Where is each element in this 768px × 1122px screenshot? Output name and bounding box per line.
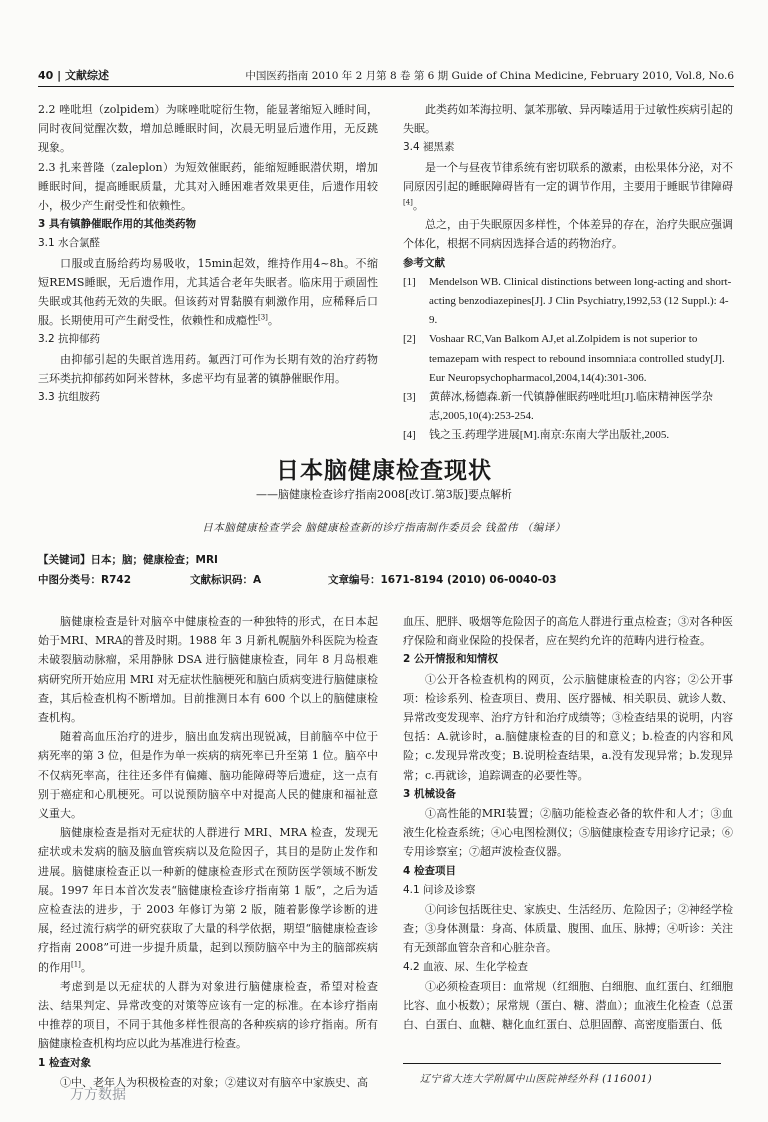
- paragraph: 2.3 扎来普隆（zaleplon）为短效催眠药，能缩短睡眠潜伏期，增加睡眠时间，提高睡眠质量，尤其对入睡困难者效果更佳，后遗作用较小，极少产生耐受性和依赖性。: [38, 160, 378, 213]
- clc-number: 中图分类号：R742: [38, 574, 132, 586]
- author-affiliation: 辽宁省大连大学附属中山医院神经外科 (116001): [420, 1074, 653, 1085]
- subsection-heading: 4.1 问诊及诊察: [403, 883, 476, 896]
- reference-item: [2] Voshaar RC,Van Balkom AJ,et al.Zolpidem is not superior to temazepam with respect to rebound insomnia:a controlled study[J]. Eur Neuropsychopharmacol,2004,14(4):301-306.: [403, 333, 725, 384]
- citation: [4]: [403, 198, 413, 207]
- paragraph: 考虑到是以无症状的人群为对象进行脑健康检查，希望对检查法、结果判定、异常改变的对策等应该有一定的标准。在本诊疗指南中推荐的项目，不同于其他多样性很高的各种疾病的诊疗指南。所有脑健康检查机构均应以此为基准进行检查。: [38, 979, 378, 1051]
- section-heading: 4 检查项目: [403, 864, 456, 877]
- article-right-column: [403, 612, 733, 1034]
- paragraph: ①中、老年人为积极检查的对象；②建议对有脑卒中家族史、高: [60, 1075, 368, 1089]
- paragraph: 脑健康检查是指对无症状的人群进行 MRI、MRA 检查，发现无症状或未发病的脑及脑血管疾病以及危险因子，其目的是防止发作和进展。脑健康检查正以一种新的健康检查形式在预防医学领域不断发展。1997 年日本首次发表“脑健康检查诊疗指南第 1 版”，之后为适应检查法的进步，于 2003 年修订为第 2 版，随着影像学诊断的进展，经过流行病学的研究获取了大量的科学依据，期望“脑健康检查诊疗指南 2008”可进一步提升质量，起到以预防脑卒中为主的脑部疾病的作用[1]。: [38, 826, 378, 974]
- section-name: 文献综述: [65, 69, 109, 82]
- paragraph: 随着高血压治疗的进步，脑出血发病出现锐减，目前脑卒中位于病死率的第 3 位，但是作为单一疾病的病死率已升至第 1 位。脑卒中不仅病死率高，往往还多伴有偏瘫、脑功能障碍等后遗症，这一点有别于癌症和心肌梗死。可以说预防脑卒中对提高人民的健康和福祉意义重大。: [38, 730, 378, 821]
- reference-item: [1] Mendelson WB. Clinical distinctions between long-acting and short-acting benzodiazepines[J]. J Clin Psychiatry,1992,53 (12 Suppl.): 4-9.: [403, 275, 732, 327]
- reference-item: [3] 黄薛冰,杨德森.新一代镇静催眠药唑吡坦[J].临床精神医学杂志,2005,10(4):253-254.: [403, 391, 713, 423]
- article-title: 日本脑健康检查现状: [276, 458, 492, 484]
- paragraph: 是一个与昼夜节律系统有密切联系的激素，由松果体分泌，对不同原因引起的睡眠障碍皆有一定的调节作用，主要用于睡眠节律障碍[4]。: [403, 160, 733, 213]
- keywords: 【关键词】日本；脑；健康检查；MRI: [38, 554, 218, 566]
- citation: [1]: [71, 960, 81, 968]
- page-number-section: 40 | 文献综述: [38, 69, 109, 82]
- section-heading: 1 检查对象: [38, 1056, 91, 1069]
- paragraph: 由抑郁引起的失眠首选用药。氟西汀可作为长期有效的治疗药物三环类抗抑郁药如阿米替林，多虑平均有显著的镇静催眠作用。: [38, 352, 378, 385]
- paragraph: ①问诊包括既往史、家族史、生活经历、危险因子；②神经学检查；③身体测量：身高、体质量、腹围、血压、脉搏；④听诊：关注有无颈部血管杂音和心脏杂音。: [403, 903, 733, 955]
- page-header: [38, 68, 734, 87]
- citation: [3]: [258, 313, 268, 322]
- paragraph: ①必须检查项目：血常规（红细胞、白细胞、血红蛋白、红细胞比容、血小板数）；尿常规（蛋白、糖、潜血）；血液生化检查（总蛋白、白蛋白、血糖、糖化血红蛋白、总胆固醇、高密度脂蛋白、低: [403, 979, 733, 1032]
- section-heading: 2 公开情报和知情权: [403, 653, 498, 666]
- journal-info: 中国医药指南 2010 年 2 月第 8 卷 第 6 期 Guide of China Medicine, February 2010, Vol.8, No.6: [245, 70, 734, 82]
- paragraph: 总之，由于失眠原因多样性，个体差异的存在，治疗失眠应强调个体化，根据不同病因选择合适的药物治疗。: [403, 218, 733, 251]
- section-heading: 3 机械设备: [403, 787, 456, 800]
- paragraph: 2.2 唑吡坦（zolpidem）为咪唑吡啶衍生物，能显著缩短入睡时间，同时夜间觉醒次数，增加总睡眠时间，次晨无明显后遗作用，无反跳现象。: [38, 103, 378, 155]
- paragraph: ①高性能的MRI装置；②脑功能检查必备的软件和人才；③血液生化检查系统；④心电图检测仪；⑤脑健康检查专用诊疗记录；⑥专用诊察室；⑦超声波检查仪器。: [403, 807, 733, 859]
- subsection-heading: 3.1 水合氯醛: [38, 237, 101, 250]
- prev-article-right-column: [403, 100, 733, 446]
- article-authors: 日本脑健康检查学会 脑健康检查新的诊疗指南制作委员会 钱盈伟 （编译）: [202, 522, 566, 534]
- paragraph: 脑健康检查是针对脑卒中健康检查的一种独特的形式，在日本起始于MRI、MRA的普及时期。1988 年 3 月新札幌脑外科医院为检查未破裂脑动脉瘤，采用静脉 DSA 进行脑健康检查，同年 8 月岛根难病研究所开始应用 MRI 对无症状性脑梗死和脑白质病变进行脑健康检查，其后检查机构不断增加。目前推测日本有 600 个以上的脑健康检查机构。: [38, 615, 378, 725]
- paragraph: 此类药如苯海拉明、氯苯那敏、异丙嗪适用于过敏性疾病引起的失眠。: [403, 103, 733, 136]
- article-left-column: [38, 612, 378, 1092]
- section-heading: 3 具有镇静催眠作用的其他类药物: [38, 218, 196, 231]
- subsection-heading: 3.4 褪黑素: [403, 141, 455, 154]
- paragraph: 口服或直肠给药均易吸收，15min起效，维持作用4~8h。不缩短REMS睡眠，无后遗作用，尤其适合老年失眠者。临床用于顽固性失眠或其他药无效的失眠。但该药对胃黏膜有刺激作用，应稀释后口服。长期使用可产生耐受性，依赖性和成瘾性[3]。: [38, 256, 378, 328]
- article-subtitle: ——脑健康检查诊疗指南2008[改订.第3版]要点解析: [255, 488, 513, 501]
- article-number: 文章编号：1671-8194 (2010) 06-0040-03: [328, 574, 557, 586]
- prev-article-left-column: [38, 100, 378, 407]
- page-number: 40: [38, 69, 54, 82]
- subsection-heading: 4.2 血液、尿、生化学检查: [403, 960, 529, 973]
- subsection-heading: 3.3 抗组胺药: [38, 391, 101, 404]
- footnote-rule: [403, 1063, 721, 1064]
- paragraph: 血压、肥胖、吸烟等危险因子的高危人群进行重点检查；③对各种医疗保险和商业保险的投保者，应在契约允许的范畴内进行检查。: [403, 615, 733, 648]
- subsection-heading: 3.2 抗抑郁药: [38, 333, 101, 346]
- references-heading: 参考文献: [403, 256, 445, 269]
- reference-item: [4] 钱之玉.药理学进展[M].南京:东南大学出版社,2005.: [403, 429, 670, 442]
- paragraph: ①公开各检查机构的网页，公示脑健康检查的内容；②公开事项：检诊系列、检查项目、费用、医疗器械、相关职员、就诊人数、异常改变发现率、治疗方针和治疗成绩等；③检查结果的说明，内容包括：A.就诊时，a.脑健康检查的目的和意义；b.检查的内容和风险；c.发现异常改变；B.说明检查结果，a.没有发现异常；b.发现异常；c.再就诊，追踪调查的必要性等。: [403, 672, 733, 782]
- document-code: 文献标识码：A: [190, 574, 262, 586]
- watermark: 万方数据: [70, 1087, 126, 1103]
